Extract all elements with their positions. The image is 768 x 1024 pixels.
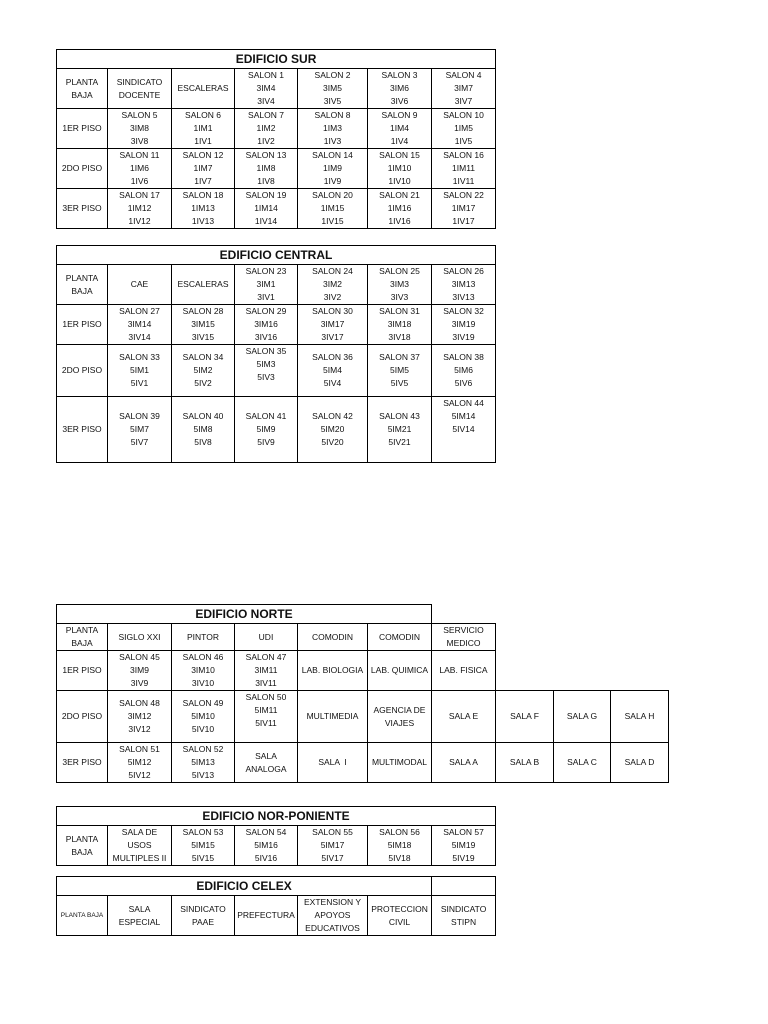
room-cell: SALON 31 3IM18 3IV18 xyxy=(368,305,432,345)
room-cell: SALA DE USOS MULTIPLES II xyxy=(108,826,172,866)
table-title: EDIFICIO CENTRAL xyxy=(57,246,496,265)
room-cell: SALON 20 1IM15 1IV15 xyxy=(298,189,368,229)
room-cell: PINTOR xyxy=(172,624,235,651)
room-cell: SALA ESPECIAL xyxy=(108,896,172,936)
table-edificio-sur xyxy=(56,49,496,229)
room-cell: SALON 54 5IM16 5IV16 xyxy=(235,826,298,866)
room-cell: SALON 50 5IM11 5IV11 xyxy=(235,691,298,743)
floor-label: PLANTA BAJA xyxy=(57,826,108,866)
room-cell: SALON 21 1IM16 1IV16 xyxy=(368,189,432,229)
room-cell: SALON 13 1IM8 1IV8 xyxy=(235,149,298,189)
room-cell: SALON 8 1IM3 1IV3 xyxy=(298,109,368,149)
floor-label: PLANTA BAJA xyxy=(57,624,108,651)
room-cell: SALON 27 3IM14 3IV14 xyxy=(108,305,172,345)
room-cell: SALON 57 5IM19 5IV19 xyxy=(432,826,496,866)
room-cell: SALON 39 5IM7 5IV7 xyxy=(108,397,172,463)
room-cell: PROTECCION CIVIL xyxy=(368,896,432,936)
room-cell: SALA ANALOGA xyxy=(235,743,298,783)
room-cell: SALON 5 3IM8 3IV8 xyxy=(108,109,172,149)
floor-label: PLANTA BAJA xyxy=(57,265,108,305)
room-cell: SALON 37 5IM5 5IV5 xyxy=(368,345,432,397)
floor-label: 3ER PISO xyxy=(57,397,108,463)
room-cell: EXTENSION Y APOYOS EDUCATIVOS xyxy=(298,896,368,936)
room-cell: SALON 16 1IM11 1IV11 xyxy=(432,149,496,189)
room-cell: SALON 22 1IM17 1IV17 xyxy=(432,189,496,229)
room-cell: SALON 24 3IM2 3IV2 xyxy=(298,265,368,305)
room-cell: SERVICIO MEDICO xyxy=(432,624,496,651)
room-cell: COMODIN xyxy=(298,624,368,651)
room-cell: LAB. QUIMICA xyxy=(368,651,432,691)
room-cell: SALON 26 3IM13 3IV13 xyxy=(432,265,496,305)
room-cell: SINDICATO DOCENTE xyxy=(108,69,172,109)
room-cell: SALA D xyxy=(611,743,669,783)
table-edificio-celex xyxy=(56,876,496,936)
room-cell: SALON 35 5IM3 5IV3 xyxy=(235,345,298,397)
floor-label: 2DO PISO xyxy=(57,149,108,189)
room-cell: SALON 44 5IM14 5IV14 xyxy=(432,397,496,463)
floor-label: 3ER PISO xyxy=(57,189,108,229)
room-cell: SALON 48 3IM12 3IV12 xyxy=(108,691,172,743)
room-cell: SALON 52 5IM13 5IV13 xyxy=(172,743,235,783)
room-cell: SALON 42 5IM20 5IV20 xyxy=(298,397,368,463)
room-cell: SALON 41 5IM9 5IV9 xyxy=(235,397,298,463)
room-cell: SALON 56 5IM18 5IV18 xyxy=(368,826,432,866)
room-cell: ESCALERAS xyxy=(172,69,235,109)
room-cell: SALON 15 1IM10 1IV10 xyxy=(368,149,432,189)
room-cell: SALON 12 1IM7 1IV7 xyxy=(172,149,235,189)
floor-label: PLANTA BAJA xyxy=(57,69,108,109)
room-cell: PREFECTURA xyxy=(235,896,298,936)
room-cell: SALON 55 5IM17 5IV17 xyxy=(298,826,368,866)
room-cell: SALON 25 3IM3 3IV3 xyxy=(368,265,432,305)
floor-label: 1ER PISO xyxy=(57,651,108,691)
room-cell: SALON 17 1IM12 1IV12 xyxy=(108,189,172,229)
room-cell: SALON 53 5IM15 5IV15 xyxy=(172,826,235,866)
table-edificio-central xyxy=(56,245,496,463)
room-cell: SALON 10 1IM5 1IV5 xyxy=(432,109,496,149)
floor-label: PLANTA BAJA xyxy=(57,896,108,936)
room-cell: SALON 40 5IM8 5IV8 xyxy=(172,397,235,463)
room-cell: SALON 2 3IM5 3IV5 xyxy=(298,69,368,109)
table-title: EDIFICIO NORTE xyxy=(57,605,432,624)
room-cell: SALON 32 3IM19 3IV19 xyxy=(432,305,496,345)
room-cell: SALON 49 5IM10 5IV10 xyxy=(172,691,235,743)
room-cell: SALON 11 1IM6 1IV6 xyxy=(108,149,172,189)
room-cell: SALON 1 3IM4 3IV4 xyxy=(235,69,298,109)
room-cell: SALON 7 1IM2 1IV2 xyxy=(235,109,298,149)
room-cell: ESCALERAS xyxy=(172,265,235,305)
room-cell: SALON 4 3IM7 3IV7 xyxy=(432,69,496,109)
room-cell: SALON 34 5IM2 5IV2 xyxy=(172,345,235,397)
room-cell: SALA A xyxy=(432,743,496,783)
room-cell: SALON 18 1IM13 1IV13 xyxy=(172,189,235,229)
room-cell: LAB. FISICA xyxy=(432,651,496,691)
room-cell: SALON 9 1IM4 1IV4 xyxy=(368,109,432,149)
floor-label: 2DO PISO xyxy=(57,691,108,743)
room-cell: CAE xyxy=(108,265,172,305)
room-cell: SALON 46 3IM10 3IV10 xyxy=(172,651,235,691)
room-cell: SALA F xyxy=(496,691,554,743)
room-cell: SALA E xyxy=(432,691,496,743)
floor-label: 2DO PISO xyxy=(57,345,108,397)
table-edificio-norte xyxy=(56,604,669,783)
room-cell: SINDICATO STIPN xyxy=(432,896,496,936)
floor-label: 1ER PISO xyxy=(57,305,108,345)
room-cell: AGENCIA DE VIAJES xyxy=(368,691,432,743)
room-cell: SALA B xyxy=(496,743,554,783)
room-cell: LAB. BIOLOGIA xyxy=(298,651,368,691)
room-cell: SALON 33 5IM1 5IV1 xyxy=(108,345,172,397)
room-cell: SALON 23 3IM1 3IV1 xyxy=(235,265,298,305)
room-cell: SALON 28 3IM15 3IV15 xyxy=(172,305,235,345)
room-cell: SALON 3 3IM6 3IV6 xyxy=(368,69,432,109)
room-cell: SALON 43 5IM21 5IV21 xyxy=(368,397,432,463)
room-cell: SALON 38 5IM6 5IV6 xyxy=(432,345,496,397)
floor-label: 3ER PISO xyxy=(57,743,108,783)
table-title: EDIFICIO NOR-PONIENTE xyxy=(57,807,496,826)
room-cell: SIGLO XXI xyxy=(108,624,172,651)
room-cell: SALON 30 3IM17 3IV17 xyxy=(298,305,368,345)
room-cell: SALON 6 1IM1 1IV1 xyxy=(172,109,235,149)
table-edificio-nor-poniente xyxy=(56,806,496,866)
room-cell: SALON 29 3IM16 3IV16 xyxy=(235,305,298,345)
table-title: EDIFICIO SUR xyxy=(57,50,496,69)
floor-label: 1ER PISO xyxy=(57,109,108,149)
room-cell: SALA C xyxy=(554,743,611,783)
room-cell: MULTIMODAL xyxy=(368,743,432,783)
room-cell: SALON 19 1IM14 1IV14 xyxy=(235,189,298,229)
room-cell: SINDICATO PAAE xyxy=(172,896,235,936)
room-cell: SALON 45 3IM9 3IV9 xyxy=(108,651,172,691)
room-cell: SALON 36 5IM4 5IV4 xyxy=(298,345,368,397)
empty-cell xyxy=(432,877,496,896)
room-cell: COMODIN xyxy=(368,624,432,651)
room-cell: SALA G xyxy=(554,691,611,743)
table-title: EDIFICIO CELEX xyxy=(57,877,432,896)
room-cell: MULTIMEDIA xyxy=(298,691,368,743)
room-cell: SALA H xyxy=(611,691,669,743)
room-cell: SALON 51 5IM12 5IV12 xyxy=(108,743,172,783)
room-cell: SALA I xyxy=(298,743,368,783)
room-cell: SALON 14 1IM9 1IV9 xyxy=(298,149,368,189)
room-cell: UDI xyxy=(235,624,298,651)
room-cell: SALON 47 3IM11 3IV11 xyxy=(235,651,298,691)
